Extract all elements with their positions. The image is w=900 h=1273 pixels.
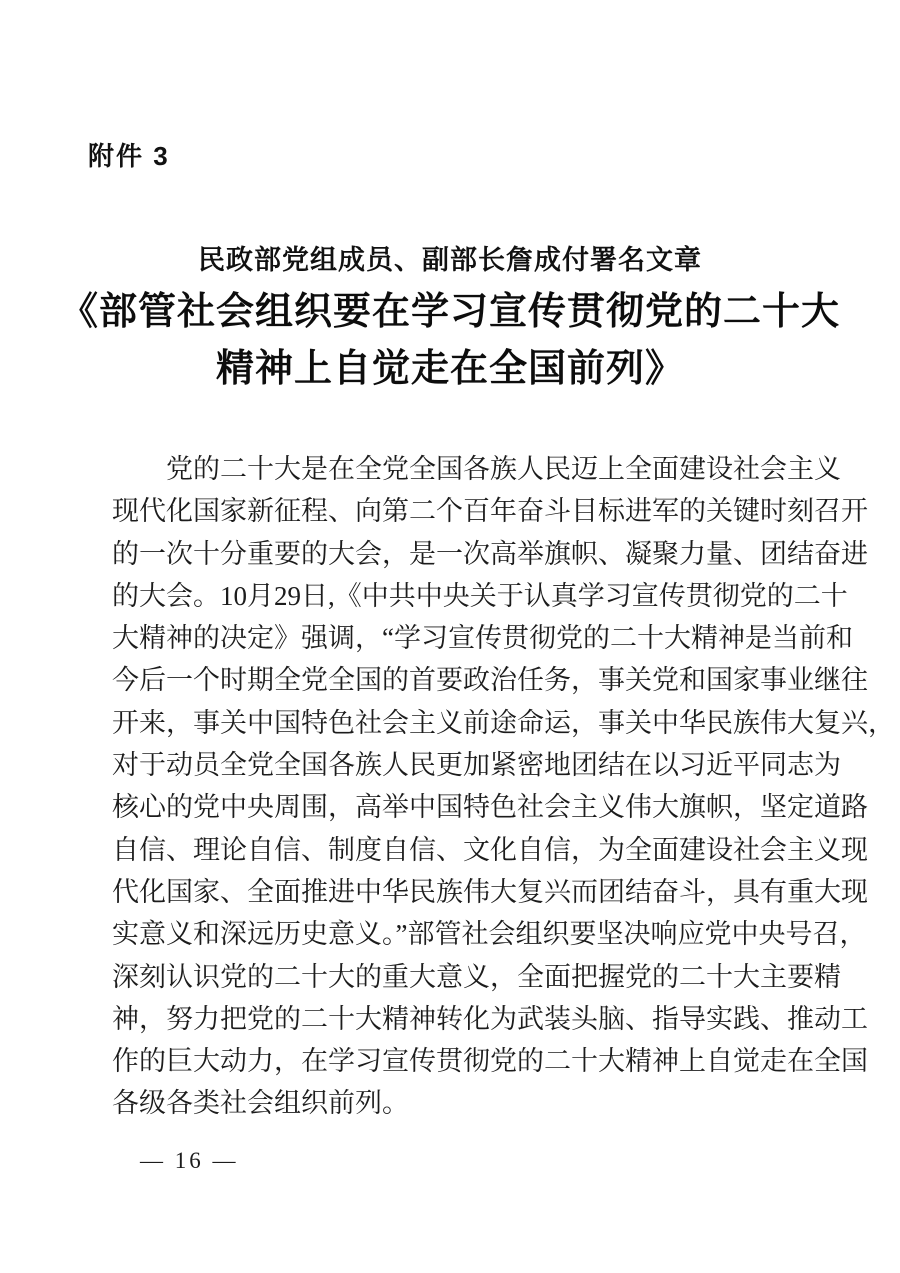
article-title (0, 284, 900, 398)
article-body-line: 的一次十分重要的大会，是一次高举旗帜、凝聚力量、团结奋进 (112, 538, 868, 569)
attachment-label: 附件 3 (88, 141, 170, 171)
article-title-line1: 《部管社会组织要在学习宣传贯彻党的二十大 (59, 291, 840, 333)
article-body-line: 作的巨大动力，在学习宣传贯彻党的二十大精神上自觉走在全国 (112, 1046, 868, 1077)
article-body-line: 对于动员全党全国各族人民更加紧密地团结在以习近平同志为 (112, 750, 841, 781)
article-body (112, 448, 895, 1125)
article-body-line: 核心的党中央周围，高举中国特色社会主义伟大旗帜，坚定道路 (112, 792, 868, 823)
article-body-line: 深刻认识党的二十大的重大意义，全面把握党的二十大主要精 (112, 961, 841, 992)
article-title-line2: 精神上自觉走在全国前列》 (215, 348, 684, 390)
article-body-line: 党的二十大是在全党全国各族人民迈上全面建设社会主义 (166, 454, 841, 484)
article-body-line: 代化国家、全面推进中华民族伟大复兴而团结奋斗，具有重大现 (112, 876, 868, 907)
article-body-line: 自信、理论自信、制度自信、文化自信，为全面建设社会主义现 (112, 834, 868, 865)
article-body-line: 现代化国家新征程、向第二个百年奋斗目标进军的关键时刻召开 (112, 496, 868, 527)
article-byline: 民政部党组成员、副部长詹成付署名文章 (198, 245, 702, 275)
article-body-line: 各级各类社会组织前列。 (112, 1088, 409, 1119)
article-body-line: 神，努力把党的二十大精神转化为武装头脑、指导实践、推动工 (112, 1003, 868, 1034)
page-number: — 16 — (140, 1148, 239, 1173)
article-body-line: 大精神的决定》强调，“学习宣传贯彻党的二十大精神是当前和 (112, 623, 853, 654)
article-body-line: 今后一个时期全党全国的首要政治任务，事关党和国家事业继往 (112, 665, 868, 696)
article-body-line: 的大会。10月29日,《中共中央关于认真学习宣传贯彻党的二十 (112, 580, 848, 611)
article-body-line: 开来，事关中国特色社会主义前途命运，事关中华民族伟大复兴， (112, 707, 895, 738)
article-body-line: 实意义和深远历史意义。”部管社会组织要坚决响应党中央号召， (112, 919, 867, 950)
